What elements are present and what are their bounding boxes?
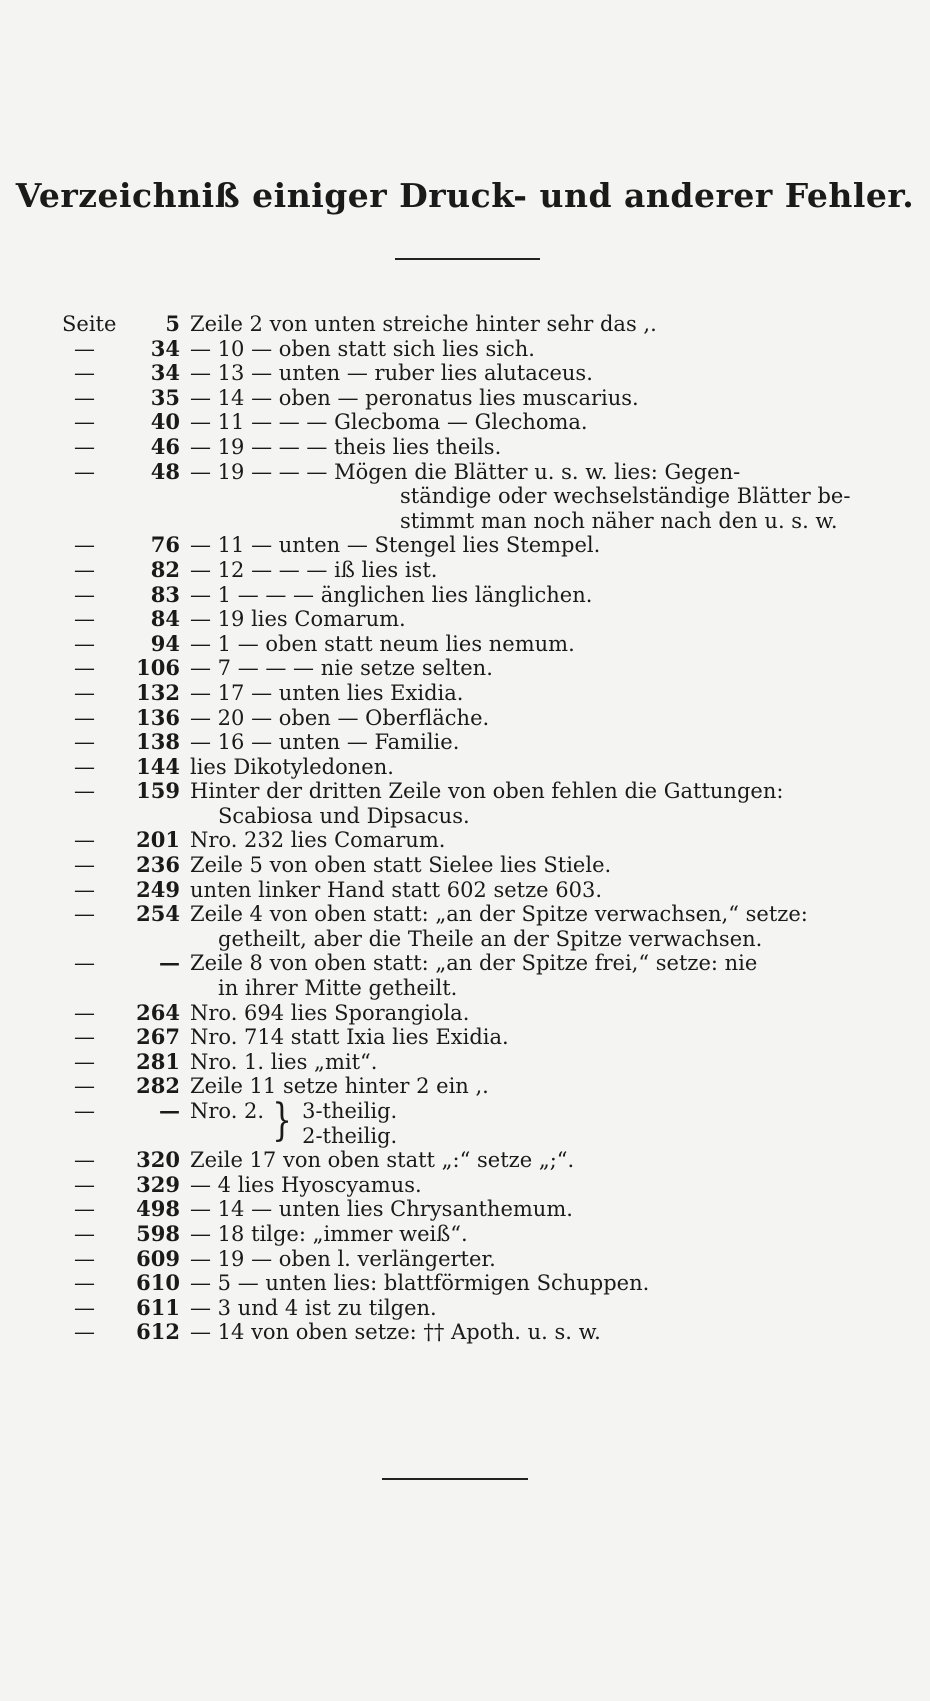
errata-row — [0, 878, 930, 903]
correction-text: Nro. 232 lies Comarum. — [190, 828, 446, 853]
page-number: 84 — [150, 606, 180, 632]
correction-text — [190, 951, 870, 1000]
ditto-dash: — — [74, 828, 95, 853]
correction-text: — 12 — — — iß lies ist. — [190, 557, 438, 582]
errata-row — [0, 779, 930, 828]
correction-text: unten linker Hand statt 602 setze 603. — [190, 877, 603, 902]
page-number: 144 — [136, 753, 180, 779]
errata-row — [0, 435, 930, 460]
correction-line: — 19 — — — Mögen die Blätter u. s. w. lies: Gegen- — [190, 459, 741, 484]
errata-row — [0, 1197, 930, 1222]
ditto-dash: — — [74, 1148, 95, 1173]
ditto-dash: — — [74, 1049, 95, 1074]
correction-text: — 1 — oben statt neum lies nemum. — [190, 631, 575, 656]
errata-row — [0, 1222, 930, 1247]
correction-text: — 10 — oben statt sich lies sich. — [190, 336, 535, 361]
ditto-dash: — — [74, 951, 95, 976]
page-number: 611 — [136, 1294, 180, 1320]
page-number: 82 — [150, 556, 180, 582]
correction-text: — 16 — unten — Familie. — [190, 730, 460, 755]
correction-text — [190, 779, 870, 828]
page-number: 267 — [136, 1024, 180, 1050]
correction-text — [190, 1095, 870, 1148]
correction-line: ständige oder wechselständige Blätter be- — [400, 484, 851, 509]
ditto-dash: — — [74, 385, 95, 410]
correction-text: Nro. 1. lies „mit“. — [190, 1049, 378, 1074]
page-number: 83 — [150, 581, 180, 607]
ditto-dash: — — [74, 607, 95, 632]
nro-label: Nro. 2. — [190, 1099, 265, 1124]
page-number: 201 — [136, 827, 180, 853]
errata-row — [0, 386, 930, 411]
errata-row — [0, 1296, 930, 1321]
ditto-dash: — — [74, 434, 95, 459]
page-number: 132 — [136, 679, 180, 705]
ditto-dash: — — [74, 1172, 95, 1197]
errata-list — [0, 312, 930, 1345]
page-number: — — [159, 950, 180, 976]
ditto-dash: — — [74, 754, 95, 779]
errata-row — [0, 951, 930, 1000]
errata-row — [0, 1173, 930, 1198]
ditto-dash: — — [74, 459, 95, 484]
errata-row — [0, 681, 930, 706]
seite-label: Seite — [62, 312, 117, 336]
correction-text: — 11 — — — Glecboma — Glechoma. — [190, 410, 588, 435]
page-number: 598 — [136, 1220, 180, 1246]
ditto-dash: — — [74, 1074, 95, 1099]
correction-text: Zeile 2 von unten streiche hinter sehr das ,. — [190, 312, 657, 336]
ditto-dash: — — [74, 853, 95, 878]
correction-line: Hinter der dritten Zeile von oben fehlen die Gattungen: — [190, 779, 784, 804]
correction-text: — 19 — — — theis lies theils. — [190, 434, 502, 459]
errata-row — [0, 1247, 930, 1272]
correction-line: Scabiosa und Dipsacus. — [218, 803, 470, 828]
correction-text: — 13 — unten — ruber lies alutaceus. — [190, 361, 593, 386]
page-number: 282 — [136, 1073, 180, 1099]
correction-text: Zeile 17 von oben statt „:“ setze „;“. — [190, 1148, 575, 1173]
page-number: — — [159, 1098, 180, 1124]
errata-row — [0, 533, 930, 558]
page-number: 5 — [165, 311, 180, 336]
correction-line: in ihrer Mitte getheilt. — [218, 976, 458, 1001]
correction-text: Zeile 11 setze hinter 2 ein ,. — [190, 1074, 489, 1099]
correction-text: — 4 lies Hyoscyamus. — [190, 1172, 422, 1197]
page-number: 498 — [136, 1196, 180, 1222]
brace-options — [302, 1099, 397, 1148]
brace-option: 2-theilig. — [302, 1123, 398, 1148]
errata-row — [0, 755, 930, 780]
errata-row — [0, 902, 930, 951]
ditto-dash: — — [74, 631, 95, 656]
correction-text: — 18 tilge: „immer weiß“. — [190, 1221, 468, 1246]
ditto-dash: — — [74, 582, 95, 607]
correction-text: — 3 und 4 ist zu tilgen. — [190, 1295, 437, 1320]
ditto-dash: — — [74, 1099, 95, 1124]
page-number: 48 — [150, 458, 180, 484]
errata-row — [0, 632, 930, 657]
correction-text: lies Dikotyledonen. — [190, 754, 394, 779]
ditto-dash: — — [74, 1000, 95, 1025]
page-number: 138 — [136, 729, 180, 755]
page-number: 106 — [136, 655, 180, 681]
page-number: 35 — [150, 384, 180, 410]
errata-row — [0, 828, 930, 853]
errata-row — [0, 337, 930, 362]
ditto-dash: — — [74, 410, 95, 435]
correction-text: — 20 — oben — Oberfläche. — [190, 705, 490, 730]
ditto-dash: — — [74, 1025, 95, 1050]
errata-row — [0, 706, 930, 731]
page-number: 34 — [150, 360, 180, 386]
page-number: 159 — [136, 778, 180, 804]
errata-row — [0, 1148, 930, 1173]
brace-icon: } — [272, 1095, 292, 1147]
correction-text: — 7 — — — nie setze selten. — [190, 656, 493, 681]
errata-row — [0, 410, 930, 435]
page-number: 249 — [136, 876, 180, 902]
bottom-rule — [382, 1478, 528, 1480]
ditto-dash: — — [74, 680, 95, 705]
errata-row — [0, 1050, 930, 1075]
page-title: Verzeichniß einiger Druck- und anderer Fehler. — [15, 176, 915, 215]
page-number: 281 — [136, 1048, 180, 1074]
ditto-dash: — — [74, 779, 95, 804]
correction-text: Nro. 714 statt Ixia lies Exidia. — [190, 1025, 509, 1050]
ditto-dash: — — [74, 1197, 95, 1222]
correction-text — [190, 460, 870, 534]
ditto-dash: — — [74, 361, 95, 386]
correction-line: getheilt, aber die Theile an der Spitze verwachsen. — [218, 926, 763, 951]
correction-text: — 14 — oben — peronatus lies muscarius. — [190, 385, 639, 410]
correction-text: — 5 — unten lies: blattförmigen Schuppen. — [190, 1271, 650, 1296]
correction-line: Zeile 4 von oben statt: „an der Spitze verwachsen,“ setze: — [190, 902, 808, 927]
correction-text: — 19 — oben l. verlängerter. — [190, 1246, 496, 1271]
errata-row — [0, 1095, 930, 1148]
ditto-dash: — — [74, 656, 95, 681]
top-rule — [395, 258, 540, 260]
page-number: 609 — [136, 1245, 180, 1271]
ditto-dash: — — [74, 1271, 95, 1296]
correction-text: — 11 — unten — Stengel lies Stempel. — [190, 533, 601, 558]
correction-text: — 14 von oben setze: †† Apoth. u. s. w. — [190, 1320, 601, 1345]
errata-row — [0, 656, 930, 681]
errata-row — [0, 730, 930, 755]
ditto-dash: — — [74, 1320, 95, 1345]
brace-option: 3-theilig. — [302, 1099, 398, 1124]
correction-text: Nro. 694 lies Sporangiola. — [190, 1000, 470, 1025]
errata-row — [0, 1320, 930, 1345]
errata-row — [0, 460, 930, 534]
errata-row — [0, 607, 930, 632]
ditto-dash: — — [74, 730, 95, 755]
page-number: 329 — [136, 1171, 180, 1197]
errata-row — [0, 312, 930, 337]
ditto-dash: — — [74, 705, 95, 730]
correction-line: Zeile 8 von oben statt: „an der Spitze frei,“ setze: nie — [190, 951, 758, 976]
correction-text: — 19 lies Comarum. — [190, 607, 406, 632]
correction-text: — 1 — — — änglichen lies länglichen. — [190, 582, 593, 607]
page-number: 76 — [150, 532, 180, 558]
page-number: 320 — [136, 1147, 180, 1173]
ditto-dash: — — [74, 1221, 95, 1246]
page-number: 94 — [150, 630, 180, 656]
correction-text: — 14 — unten lies Chrysanthemum. — [190, 1197, 573, 1222]
page-number: 46 — [150, 433, 180, 459]
errata-row — [0, 583, 930, 608]
page-number: 136 — [136, 704, 180, 730]
errata-row — [0, 1271, 930, 1296]
errata-row — [0, 558, 930, 583]
ditto-dash: — — [74, 533, 95, 558]
errata-row — [0, 1074, 930, 1099]
page-number: 612 — [136, 1319, 180, 1345]
page-number: 236 — [136, 852, 180, 878]
correction-line: stimmt man noch näher nach den u. s. w. — [400, 508, 838, 533]
ditto-dash: — — [74, 1295, 95, 1320]
page-number: 264 — [136, 999, 180, 1025]
page-number: 34 — [150, 335, 180, 361]
correction-text — [190, 902, 870, 951]
errata-row — [0, 853, 930, 878]
errata-row — [0, 1025, 930, 1050]
ditto-dash: — — [74, 557, 95, 582]
ditto-dash: — — [74, 902, 95, 927]
page-number: 610 — [136, 1270, 180, 1296]
correction-text: — 17 — unten lies Exidia. — [190, 680, 464, 705]
ditto-dash: — — [74, 877, 95, 902]
errata-row — [0, 361, 930, 386]
ditto-dash: — — [74, 1246, 95, 1271]
ditto-dash: — — [74, 336, 95, 361]
page-number: 40 — [150, 409, 180, 435]
errata-row — [0, 1001, 930, 1026]
page-number: 254 — [136, 901, 180, 927]
correction-text: Zeile 5 von oben statt Sielee lies Stiele. — [190, 853, 612, 878]
